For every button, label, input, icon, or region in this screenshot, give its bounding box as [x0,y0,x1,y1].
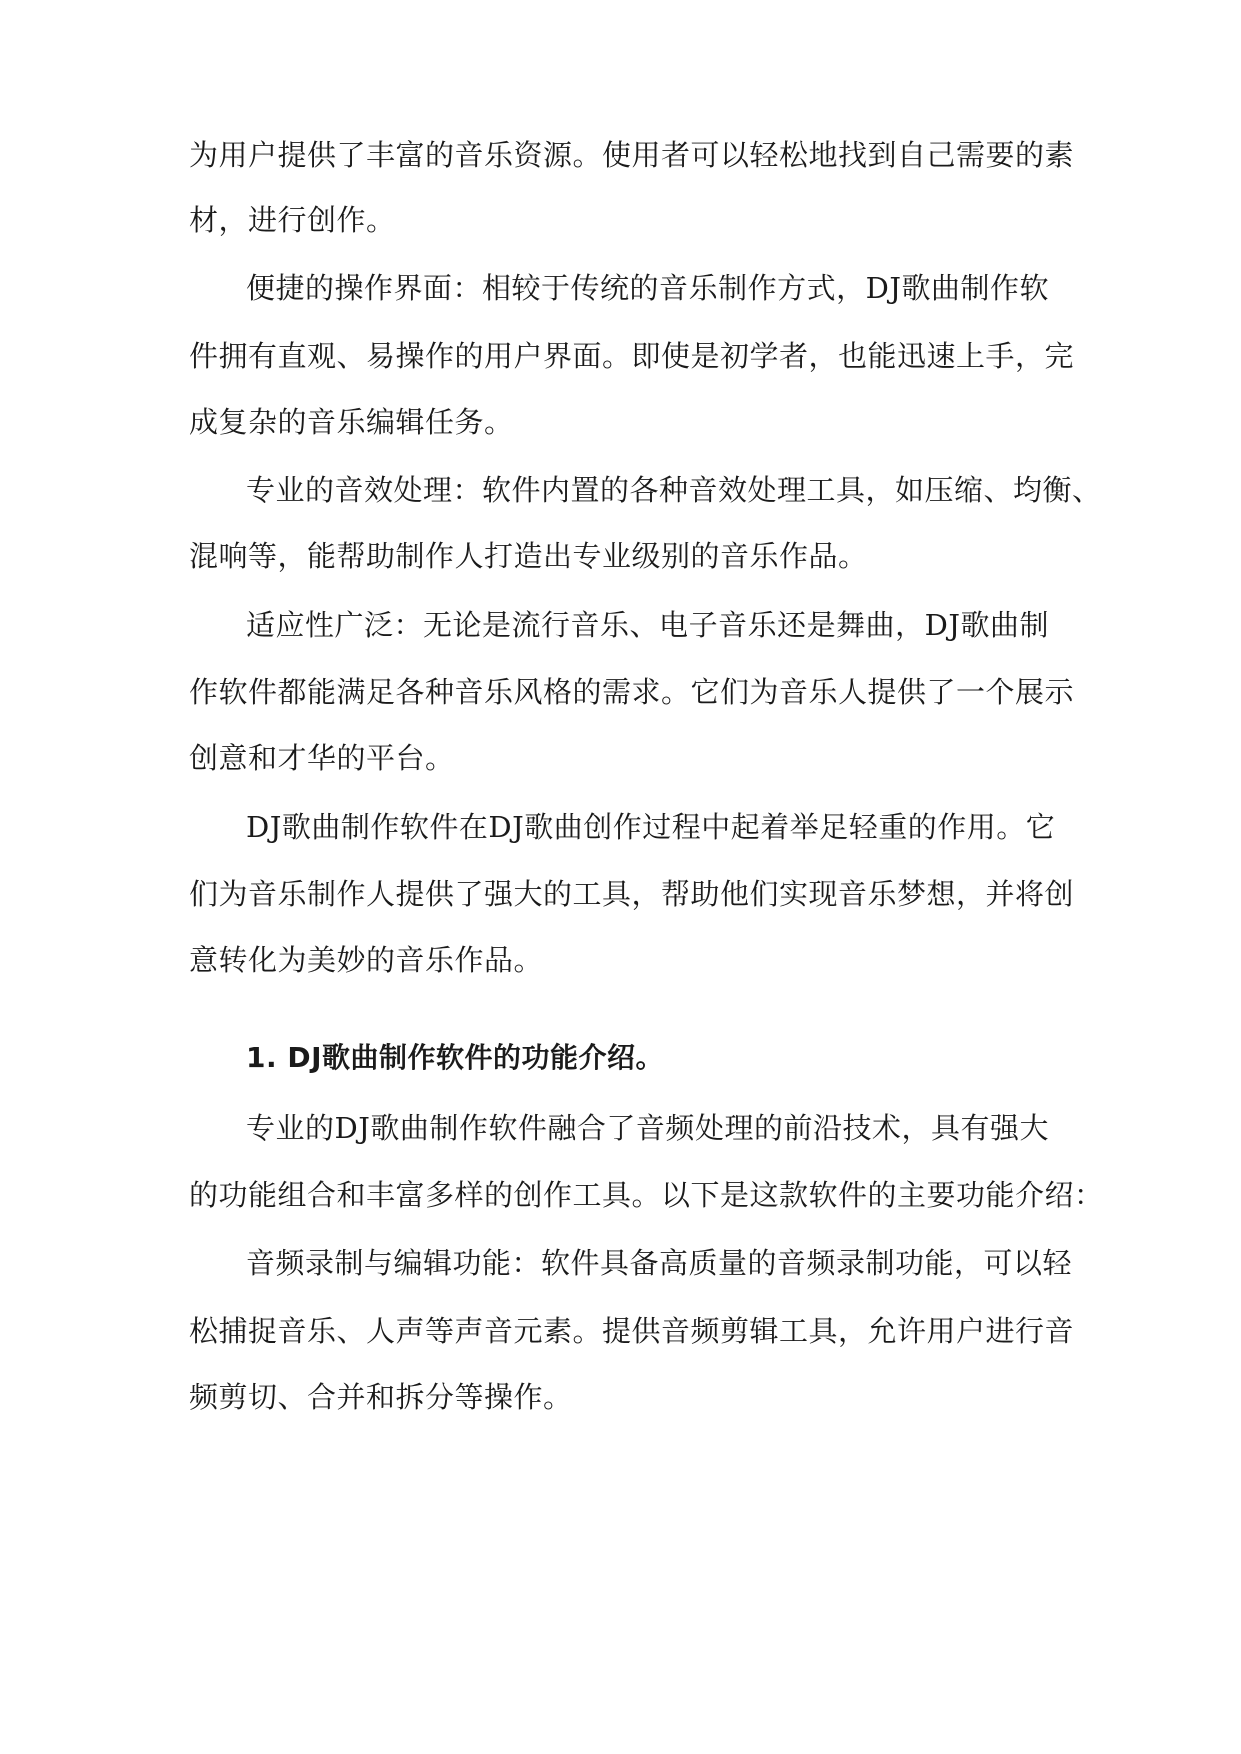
paragraph-line: 便捷的操作界面：相较于传统的音乐制作方式，DJ歌曲制作软 [246,271,1049,305]
paragraph-line: 为用户提供了丰富的音乐资源。使用者可以轻松地找到自己需要的素 [189,138,1075,172]
paragraph-line: DJ歌曲制作软件在DJ歌曲创作过程中起着举足轻重的作用。它 [246,810,1056,844]
paragraph-line: 意转化为美妙的音乐作品。 [189,943,544,977]
paragraph-line: 专业的音效处理：软件内置的各种音效处理工具，如压缩、均衡、 [246,473,1102,507]
paragraph-line: 混响等，能帮助制作人打造出专业级别的音乐作品。 [189,539,868,573]
paragraph-line: 的功能组合和丰富多样的创作工具。以下是这款软件的主要功能介绍： [189,1178,1104,1212]
paragraph-line: 作软件都能满足各种音乐风格的需求。它们为音乐人提供了一个展示 [189,675,1075,709]
paragraph-line: 适应性广泛：无论是流行音乐、电子音乐还是舞曲，DJ歌曲制 [246,608,1049,642]
paragraph-line: 成复杂的音乐编辑任务。 [189,405,514,439]
paragraph-line: 材，进行创作。 [189,203,396,237]
paragraph-line: 专业的DJ歌曲制作软件融合了音频处理的前沿技术，具有强大 [246,1111,1049,1145]
paragraph-line: 松捕捉音乐、人声等声音元素。提供音频剪辑工具，允许用户进行音 [189,1314,1075,1348]
paragraph-line: 件拥有直观、易操作的用户界面。即使是初学者，也能迅速上手，完 [189,339,1075,373]
paragraph-line: 创意和才华的平台。 [189,741,455,775]
paragraph-line: 频剪切、合并和拆分等操作。 [189,1380,573,1414]
section-heading: 1. DJ歌曲制作软件的功能介绍。 [246,1041,665,1074]
paragraph-line: 们为音乐制作人提供了强大的工具，帮助他们实现音乐梦想，并将创 [189,877,1075,911]
paragraph-line: 音频录制与编辑功能：软件具备高质量的音频录制功能，可以轻 [246,1246,1073,1280]
